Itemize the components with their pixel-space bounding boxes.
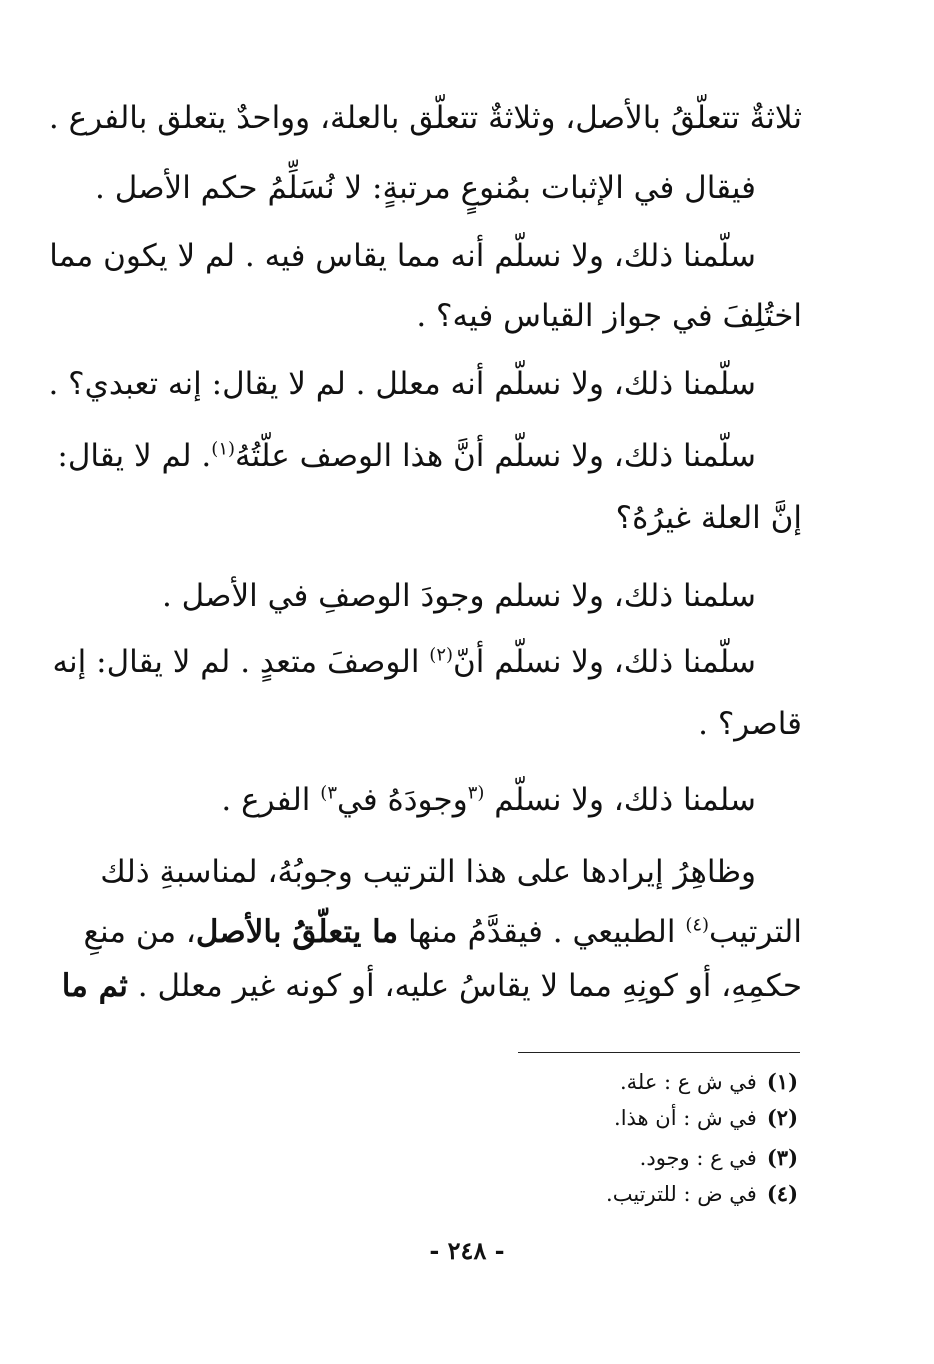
page-number: - ٢٤٨ - (429, 1236, 505, 1265)
text-segment-bold: ما يتعلّقُ بالأصل (195, 914, 399, 950)
text-segment: سلّمنا ذلك، ولا نسلّم أنه مما يقاس فيه . لم لا يكون مما (49, 238, 756, 274)
text-line-8 (116, 576, 756, 616)
footnote-number: (١) (766, 1069, 798, 1094)
text-line-10 (122, 704, 802, 744)
text-segment: . لم لا يقال: (57, 438, 212, 474)
text-line-7 (122, 498, 802, 538)
text-segment: إنَّ العلة غيرُهُ؟ (615, 500, 802, 536)
footnote-text: في ش ع : علة. (619, 1070, 757, 1094)
text-line-1 (48, 98, 802, 138)
footnote-2 (614, 1104, 798, 1132)
text-segment: وظاهِرُ إيرادها على هذا الترتيب وجوبُهُ، لمناسبةِ ذلك (100, 854, 756, 890)
text-line-3 (49, 236, 756, 276)
footnote-text: في ش : أن هذا. (614, 1106, 757, 1130)
text-line-6 (57, 436, 756, 476)
footnote-marker-3-close: ٣) (320, 782, 337, 804)
text-segment: اختُلِفَ في جواز القياس فيه؟ . (416, 298, 802, 334)
text-segment: فيقال في الإثبات بمُنوعٍ مرتبةٍ: لا نُسَلِّمُ حكم الأصل . (95, 170, 756, 206)
text-line-4 (122, 296, 802, 336)
text-segment: سلمنا ذلك، ولا نسلم وجودَ الوصفِ في الأصل . (161, 578, 756, 614)
text-segment: ، من منعِ (83, 914, 196, 950)
footnote-3 (640, 1144, 798, 1172)
text-segment-bold: ثم ما (61, 968, 128, 1004)
footnote-marker-4: (٤) (685, 914, 710, 936)
text-segment: سلّمنا ذلك، ولا نسلّم أنّ (453, 644, 756, 680)
text-segment: سلّمنا ذلك، ولا نسلّم أنَّ هذا الوصف علّتُهُ (235, 438, 756, 474)
text-line-14 (61, 966, 802, 1006)
text-segment: الطبيعي . فيقدَّمُ منها (408, 914, 676, 950)
footnote-1 (620, 1068, 798, 1096)
text-segment: الفرع . (221, 782, 311, 818)
text-segment: سلمنا ذلك، ولا نسلّم (494, 782, 756, 818)
footnote-number: (٢) (766, 1105, 798, 1130)
footnote-text: في ع : وجود. (639, 1146, 757, 1170)
text-segment: وجودَهُ في (336, 782, 468, 818)
footnote-number: (٣) (766, 1145, 798, 1170)
text-line-9 (52, 642, 756, 682)
text-segment: قاصر؟ . (698, 706, 802, 742)
footnote-marker-2: (٢) (429, 644, 454, 666)
footnote-marker-1: (١) (211, 438, 236, 460)
text-line-2 (95, 168, 756, 208)
text-segment: سلّمنا ذلك، ولا نسلّم أنه معلل . لم لا يقال: إنه تعبدي؟ . (48, 366, 756, 402)
footnote-4 (606, 1180, 798, 1208)
text-segment: ثلاثةٌ تتعلّقُ بالأصل، وثلاثةٌ تتعلّق بالعلة، وواحدٌ يتعلق بالفرع . (48, 100, 802, 136)
footnote-text: في ض : للترتيب. (606, 1182, 757, 1206)
text-segment: الوصفَ متعدٍ . لم لا يقال: إنه (52, 644, 420, 680)
text-line-13 (83, 912, 802, 952)
text-segment: حكمِهِ، أو كونِهِ مما لا يقاسُ عليه، أو كونه غير معلل . (137, 968, 802, 1004)
text-line-12 (100, 852, 756, 892)
text-line-5 (48, 364, 756, 404)
footnote-separator (518, 1052, 800, 1053)
text-line-11 (116, 780, 756, 820)
footnote-marker-3-open: (٣ (467, 782, 485, 804)
footnote-number: (٤) (766, 1181, 798, 1206)
text-segment: الترتيب (709, 914, 802, 950)
